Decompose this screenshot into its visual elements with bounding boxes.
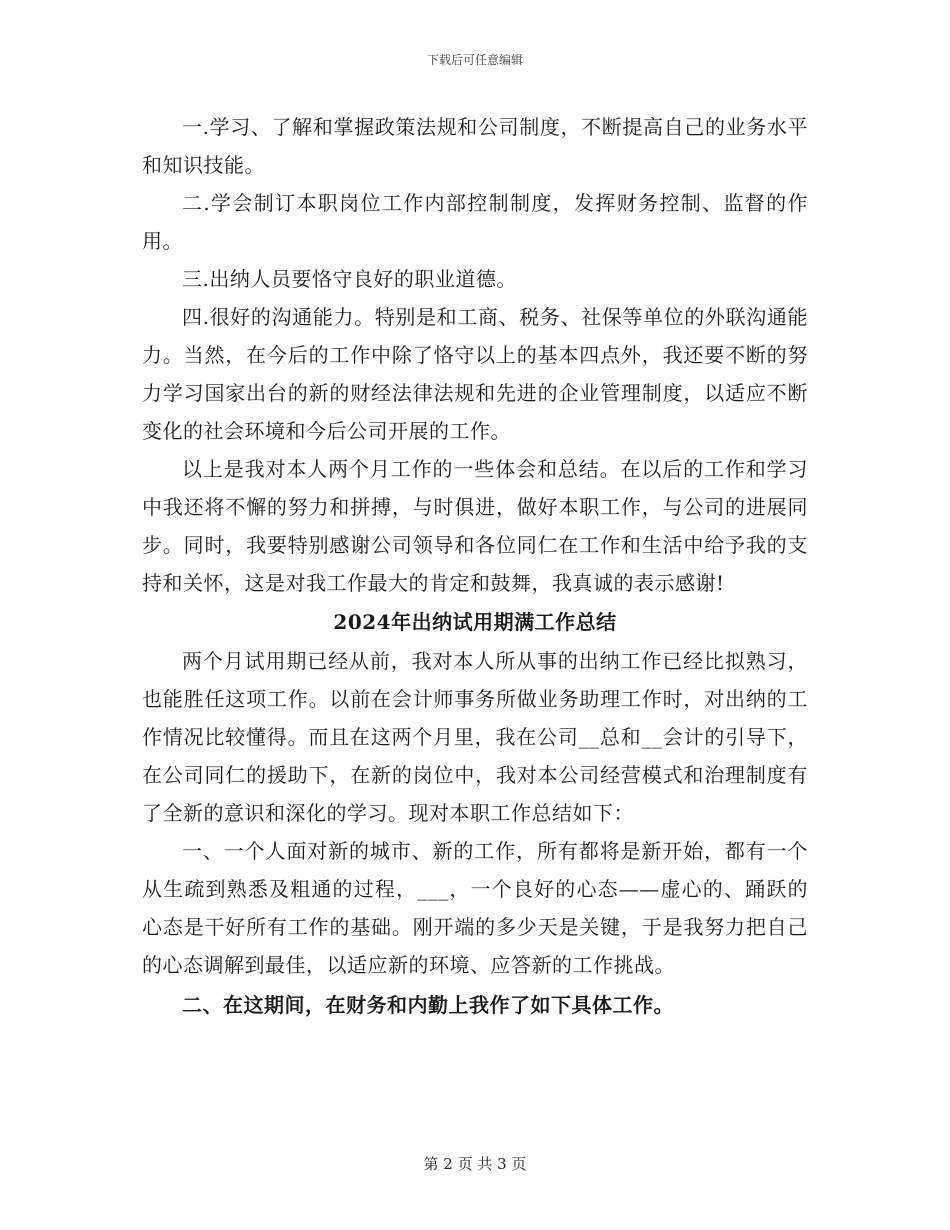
page-footer: 第 2 页 共 3 页 (423, 1155, 527, 1173)
paragraph-item-3: 三.出纳人员要恪守良好的职业道德。 (182, 267, 517, 291)
paragraph-item-1: 一.学习、了解和掌握政策法规和公司制度，不断提高自己的业务水平和知识技能。 (142, 115, 808, 177)
paragraph-intro: 两个月试用期已经从前，我对本人所从事的出纳工作已经比拟熟习，也能胜任这项工作。以前在会计师事务所做业务助理工作时，对出纳的工作情况比较懂得。而且在这两个月里，我在公司__总和__会计的引导下，在公司同仁的援助下，在新的岗位中，我对本公司经营模式和治理制度有了全新的意识和深化的学习。现对本职工作总结如下： (142, 649, 808, 825)
paragraph-item-2: 二.学会制订本职岗位工作内部控制制度，发挥财务控制、监督的作用。 (142, 191, 808, 253)
subheading-point-2: 二、在这期间，在财务和内勤上我作了如下具体工作。 (182, 993, 674, 1017)
document-body (142, 108, 808, 1026)
paragraph-point-1: 一、一个人面对新的城市、新的工作，所有都将是新开始，都有一个从生疏到熟悉及粗通的过程，___，一个良好的心态——虚心的、踊跃的心态是干好所有工作的基础。刚开端的多少天是关键，于是我努力把自己的心态调解到最佳，以适应新的环境、应答新的工作挑战。 (142, 839, 808, 977)
section-title: 2024年出纳试用期满工作总结 (333, 610, 617, 634)
paragraph-conclusion: 以上是我对本人两个月工作的一些体会和总结。在以后的工作和学习中我还将不懈的努力和拼搏，与时俱进，做好本职工作，与公司的进展同步。同时，我要特别感谢公司领导和各位同仁在工作和生活中给予我的支持和关怀，这是对我工作最大的肯定和鼓舞，我真诚的表示感谢! (142, 457, 808, 595)
paragraph-item-4: 四.很好的沟通能力。特别是和工商、税务、社保等单位的外联沟通能力。当然，在今后的工作中除了恪守以上的基本四点外，我还要不断的努力学习国家出台的新的财经法律法规和先进的企业管理制度，以适应不断变化的社会环境和今后公司开展的工作。 (142, 305, 808, 443)
page-header: 下载后可任意编辑 (426, 53, 523, 67)
